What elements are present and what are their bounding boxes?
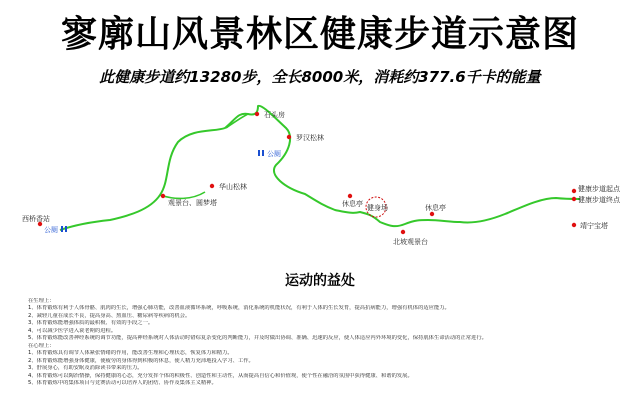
benefits-heading: 运动的益处 (285, 273, 355, 289)
label-huashansonglin: 华山松林 (219, 183, 247, 191)
marker-jingningbaota (572, 223, 576, 227)
benefits-line: 5、体育锻炼能改善神经系统的调节功能，提高神经系统对人体活动时错综复杂变化的判断能力，并及时做出协调、准确、迅速的反应，使人体适应内外环境的变化，保持肌体生命活动的正常进行。 (28, 335, 487, 342)
benefits-line: 4、可以减少医学进入衰老期的进程。 (28, 327, 117, 334)
label-zhongdian: 健康步道终点 (578, 196, 620, 204)
map-title: 寥廓山风景林区健康步道示意图 (60, 13, 579, 55)
benefits-line: 5、体育锻炼中的集体项目与竞赛活动可以培养人的团结、协作及集体主义精神。 (28, 379, 217, 386)
benefits-line: 2、减轻儿童在成长不良，提高身高、熬血压、糖尿病等疾病的机会。 (28, 312, 191, 319)
label-xiuxiting-2: 休息亭 (425, 204, 446, 212)
marker-beipo (401, 230, 405, 234)
label-toilet-1: 公厕 (267, 150, 281, 158)
marker-xiuxiting-2 (430, 212, 434, 216)
benefits-text (28, 298, 628, 387)
label-xijiaoxiangzhan: 西桥香站 (22, 215, 50, 223)
label-toilet-2: 公厕 (44, 226, 58, 234)
label-shitoufang: 石头房 (264, 111, 285, 119)
label-guanjingtai: 观景台、圆梦塔 (168, 199, 217, 207)
benefits-line: 1、体育锻炼有利于人体骨骼、肌肉的生长，增强心肺功能，改善血液循环系统，呼吸系统，消化系统的机能状况，有利于人体的生长发育，提高抗病能力，增强有机体的适应能力。 (28, 305, 450, 312)
map-subtitle: 此健康步道约13280步，全长8000米，消耗约377.6千卡的能量 (99, 68, 541, 86)
label-xiuxiting-1: 休息亭 (342, 200, 363, 208)
marker-qidian (572, 189, 576, 193)
marker-luohansonglin (287, 135, 291, 139)
benefits-line: 在心理上： (28, 342, 55, 349)
marker-xiuxiting-1 (348, 194, 352, 198)
marker-shitoufang (255, 112, 259, 116)
marker-huashansonglin (210, 184, 214, 188)
trail-route (60, 106, 580, 230)
label-beipo: 北坡观景台 (393, 238, 428, 246)
benefits-line: 在生理上： (28, 298, 55, 304)
label-jianshenchang: 健身场 (367, 204, 388, 212)
label-qidian: 健康步道起点 (578, 185, 620, 193)
benefits-line: 4、体育锻炼可以陶冶情操，保持健康的心态，充分发挥个体的积极性、创造性和主动性，从而提高自信心和价值观，使个性在融洽的氛围中获得健康、和谐的发展。 (28, 372, 413, 379)
benefits-line: 3、体育锻炼能增强体质的最积极、有效的手段之一。 (28, 320, 154, 327)
marker-guanjingtai (161, 194, 165, 198)
marker-zhongdian (572, 197, 576, 201)
benefits-line: 2、体育锻炼能增强身体健康，使疲劳的身体得到积极的休息，使人精力充沛地投入学习、工作。 (28, 357, 254, 364)
toilet-icon (258, 150, 264, 156)
branch-route (160, 192, 205, 198)
benefits-line: 3、舒展身心，有助安眠及消除读书带来的压力。 (28, 365, 143, 372)
label-luohansonglin: 罗汉松林 (296, 134, 324, 142)
label-jingningbaota: 靖宁宝塔 (580, 222, 608, 230)
benefits-line: 1、体育锻炼具有调节人体紧张情绪的作用，能改善生理和心理状态，恢复体力和精力。 (28, 350, 233, 357)
